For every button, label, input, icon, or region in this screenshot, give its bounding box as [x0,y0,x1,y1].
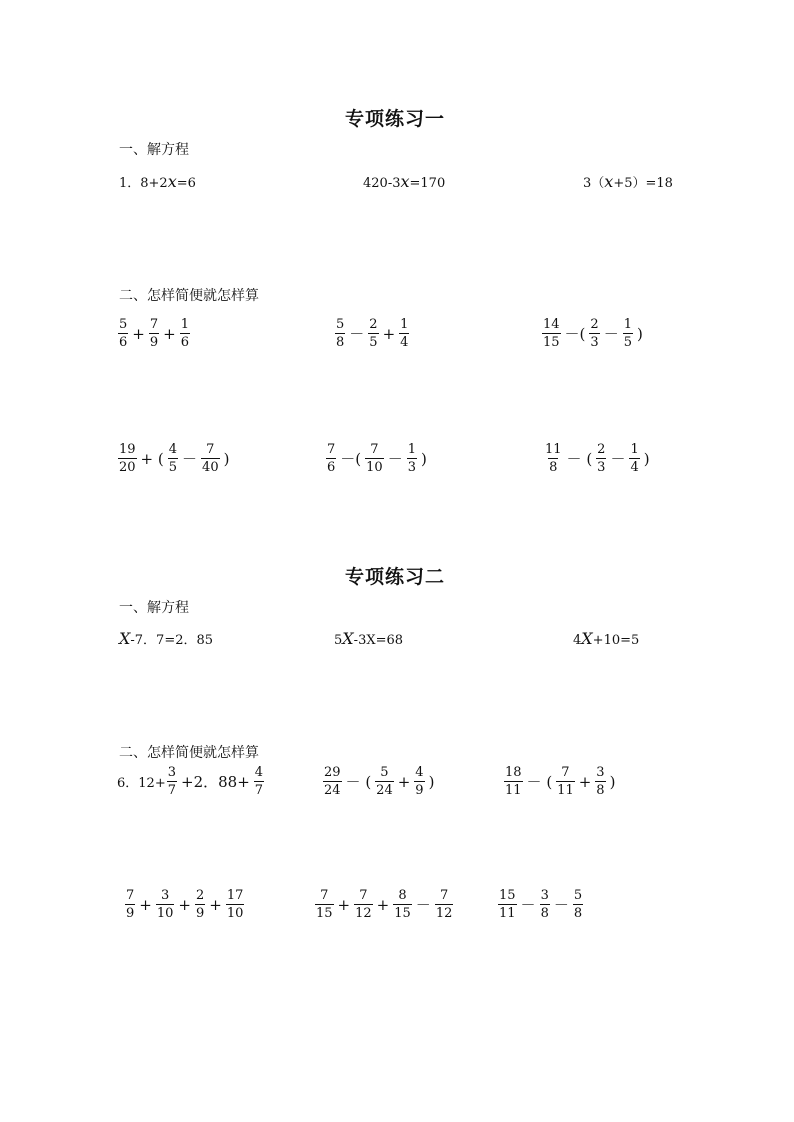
fraction [254,766,264,797]
denominator: 5 [623,335,632,350]
equation-2-1: X-7．7=2．85 [119,629,214,648]
numerator: 5 [573,888,583,903]
denominator: 9 [149,335,159,350]
numerator: 3 [540,888,549,903]
operator: － ( [526,773,553,791]
denominator: 24 [324,783,341,798]
section-heading-equations-1: 一、解方程 [119,142,189,158]
denominator: 10 [366,460,383,475]
operator: + [578,772,592,791]
numerator: 2 [195,888,205,903]
fraction [623,318,633,349]
fraction [504,766,523,797]
fraction [589,318,599,349]
fraction [596,443,606,474]
denominator: 3 [407,460,416,475]
fraction [118,443,137,474]
operator: + [382,324,396,343]
denominator: 10 [156,906,174,921]
operator: － [520,896,536,914]
fraction [149,318,159,349]
fraction [595,766,605,797]
denominator: 7 [254,783,264,798]
numerator: 7 [439,888,449,903]
fraction [201,443,220,474]
equation-1-2: 420-3x=170 [363,172,446,191]
denominator: 8 [596,783,605,798]
expression-1-2 [334,318,410,349]
fraction [544,443,563,474]
numerator: 18 [505,765,522,780]
denominator: 3 [597,460,606,475]
numerator: 7 [370,442,379,457]
fraction [167,766,177,797]
expression-2-5 [314,889,454,920]
denominator: 3 [590,335,599,350]
expression-2-1 [117,766,265,797]
operator: － [387,450,403,468]
numerator: 7 [149,317,159,332]
fraction [542,318,561,349]
denominator: 8 [549,460,558,475]
numerator: 7 [561,765,570,780]
numerator: 15 [499,888,516,903]
denominator: 8 [540,906,549,921]
denominator: 10 [226,906,244,921]
fraction [368,318,378,349]
numerator: 11 [545,442,562,457]
numerator: 7 [126,888,135,903]
fraction [180,318,190,349]
operator: － ( [566,450,593,468]
numerator: 5 [336,317,345,332]
fraction [323,766,342,797]
denominator: 12 [435,906,453,921]
denominator: 4 [400,335,409,350]
number-text: 6．12+ [117,776,166,791]
operator: + [132,324,145,343]
operator: － [182,450,198,468]
denominator: 15 [316,906,333,921]
expression-1-3 [541,318,646,349]
fraction [375,766,394,797]
denominator: 7 [167,783,176,798]
operator: + [163,324,176,343]
numerator: 1 [180,317,189,332]
denominator: 8 [336,335,345,350]
fraction [335,318,345,349]
operator: －( [340,450,362,468]
denominator: 40 [202,460,219,475]
numerator: 5 [380,765,389,780]
operator: ) [643,449,650,468]
denominator: 15 [543,335,560,350]
fraction [365,443,384,474]
numerator: 5 [119,317,128,332]
operator: + [397,772,411,791]
operator: ) [636,324,643,343]
denominator: 4 [630,460,639,475]
denominator: 6 [180,335,189,350]
numerator: 1 [630,442,639,457]
numerator: 4 [168,442,178,457]
fraction [156,889,175,920]
expression-1-4 [117,443,232,474]
fraction [629,443,639,474]
numerator: 7 [327,442,336,457]
operator: ) [420,449,427,468]
operator: + [376,895,390,914]
numerator: 3 [167,765,176,780]
expression-1-6 [543,443,653,474]
denominator: 24 [376,783,393,798]
numerator: 29 [324,765,341,780]
denominator: 11 [557,783,574,798]
fraction [168,443,178,474]
fraction [125,889,135,920]
operator: +2．88+ [181,773,250,791]
operator: ) [609,772,616,791]
denominator: 9 [126,906,135,921]
numerator: 3 [596,765,605,780]
numerator: 17 [226,888,244,903]
operator: － [415,896,431,914]
equation-1-1: 1．8+2x=6 [119,172,196,191]
equation-2-3: 4X+10=5 [573,629,640,648]
denominator: 8 [573,906,583,921]
operator: + [337,895,351,914]
numerator: 8 [398,888,407,903]
denominator: 6 [119,335,128,350]
numerator: 1 [623,317,632,332]
denominator: 5 [369,335,378,350]
denominator: 9 [195,906,205,921]
operator: + ( [140,449,164,468]
operator: + [178,895,191,914]
fraction [573,889,583,920]
numerator: 1 [407,442,416,457]
fraction [556,766,575,797]
fraction [435,889,454,920]
expression-2-4 [124,889,245,920]
title-sheet-2: 专项练习二 [345,566,446,588]
title-sheet-1: 专项练习一 [345,108,446,130]
fraction [407,443,417,474]
numerator: 7 [359,888,368,903]
denominator: 15 [394,906,411,921]
expression-1-5 [325,443,430,474]
numerator: 7 [206,442,215,457]
operator: + [209,895,222,914]
fraction [315,889,334,920]
denominator: 9 [415,783,424,798]
section-heading-equations-2: 一、解方程 [119,600,189,616]
operator: － ( [345,773,372,791]
fraction [498,889,517,920]
numerator: 1 [400,317,409,332]
expression-2-6 [497,889,584,920]
numerator: 7 [320,888,329,903]
numerator: 2 [369,317,378,332]
denominator: 20 [119,460,136,475]
section-heading-calc-1: 二、怎样简便就怎样算 [119,288,259,304]
denominator: 11 [505,783,522,798]
equation-2-2: 5X-3X=68 [334,629,404,648]
fraction [540,889,550,920]
expression-2-3 [503,766,618,797]
fraction [414,766,424,797]
operator: ) [428,772,435,791]
denominator: 6 [327,460,336,475]
numerator: 4 [415,765,424,780]
numerator: 14 [543,317,560,332]
numerator: 2 [590,317,599,332]
fraction [354,889,373,920]
denominator: 5 [168,460,178,475]
operator: － [610,450,626,468]
fraction [393,889,412,920]
operator: － [553,896,569,914]
operator: － [349,325,365,343]
operator: ) [223,449,230,468]
denominator: 12 [355,906,372,921]
fraction [118,318,128,349]
numerator: 19 [119,442,136,457]
numerator: 4 [254,765,264,780]
numerator: 2 [597,442,606,457]
fraction [195,889,205,920]
expression-2-2 [322,766,437,797]
operator: － [603,325,619,343]
denominator: 11 [499,906,516,921]
operator: －( [564,325,586,343]
fraction [226,889,245,920]
fraction [399,318,409,349]
fraction [326,443,336,474]
operator: + [139,895,152,914]
section-heading-calc-2: 二、怎样简便就怎样算 [119,745,259,761]
numerator: 3 [160,888,170,903]
equation-1-3: 3（x+5）=18 [583,172,673,191]
expression-1-1 [117,318,191,349]
